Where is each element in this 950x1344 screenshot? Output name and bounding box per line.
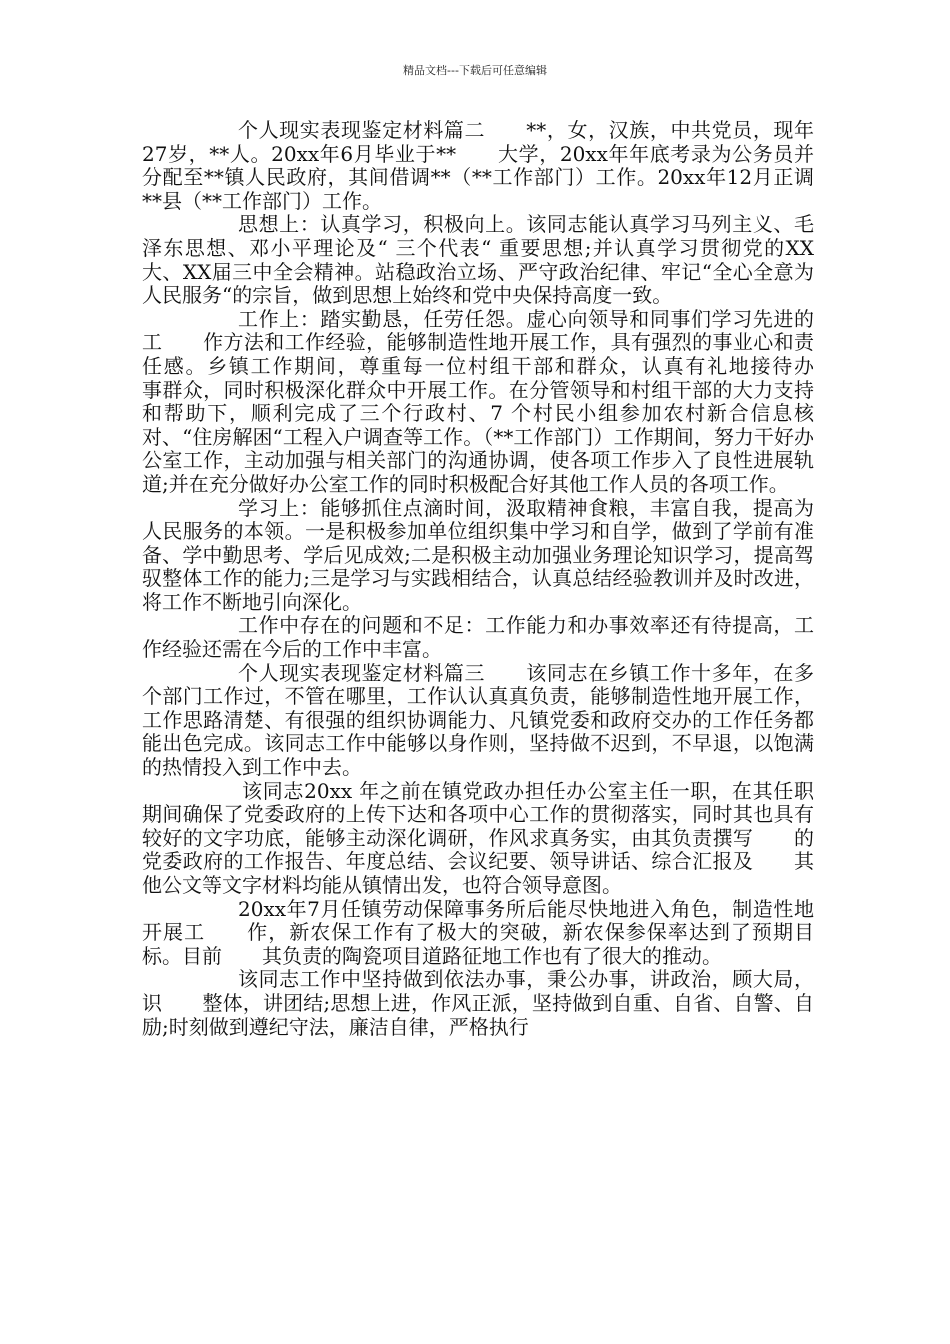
- paragraph: 工作中存在的问题和不足：工作能力和办事效率还有待提高，工作经验还需在今后的工作中丰富。: [142, 613, 814, 662]
- paragraph: 学习上：能够抓住点滴时间，汲取精神食粮，丰富自我，提高为人民服务的本领。一是积极参加单位组织集中学习和自学，做到了学前有准备、学中勤思考、学后见成效;二是积极主动加强业务理论知识学习，提高驾驭整体工作的能力;三是学习与实践相结合，认真总结经验教训并及时改进，将工作不断地引向深化。: [142, 495, 814, 614]
- paragraph: 个人现实表现鉴定材料篇二 **，女，汉族，中共党员，现年27岁，**人。20xx年6月毕业于** 大学，20xx年年底考录为公务员并分配至**镇人民政府，其间借调**（**工作部门）工作。20xx年12月正调**县（**工作部门）工作。: [142, 118, 814, 213]
- paragraph: 20xx年7月任镇劳动保障事务所后能尽快地进入角色，制造性地开展工 作，新农保工作有了极大的突破，新农保参保率达到了预期目标。目前 其负责的陶瓷项目道路征地工作也有了很大的推动。: [142, 896, 814, 968]
- document-body: [142, 118, 854, 1039]
- paragraph: 思想上：认真学习，积极向上。该同志能认真学习马列主义、毛泽东思想、邓小平理论及“ 三个代表“ 重要思想;并认真学习贯彻党的XX 大、XX届三中全会精神。站稳政治立场、严守政治纪律、牢记“全心全意为人民服务“的宗旨，做到思想上始终和党中央保持高度一致。: [142, 212, 814, 308]
- paragraph: 该同志20xx 年之前在镇党政办担任办公室主任一职，在其任职期间确保了党委政府的上传下达和各项中心工作的贯彻落实，同时其也具有较好的文字功底，能够主动深化调研，作风求真务实，由其负责撰写 的党委政府的工作报告、年度总结、会议纪要、领导讲话、综合汇报及 其他公文等文字材料均能从镇情出发，也符合领导意图。: [142, 778, 814, 897]
- paragraph: 工作上：踏实勤恳，任劳任怨。虚心向领导和同事们学习先进的工 作方法和工作经验，能够制造性地开展工作，具有强烈的事业心和责 任感。乡镇工作期间，尊重每一位村组干部和群众，认真有礼地接待办 事群众，同时积极深化群众中开展工作。在分管领导和村组干部的大力支持和帮助下，顺利完成了三个行政村、7 个村民小组参加农村新合信息核对、“住房解困“工程入户调查等工作。（**工作部门）工作期间，努力干好办公室工作，主动加强与相关部门的沟通协调，使各项工作步入了良性进展轨道;并在充分做好办公室工作的同时积极配合好其他工作人员的各项工作。: [142, 306, 854, 496]
- paragraph: 个人现实表现鉴定材料篇三 该同志在乡镇工作十多年，在多个部门工作过，不管在哪里，工作认认真真负责，能够制造性地开展工作，工作思路清楚、有很强的组织协调能力、凡镇党委和政府交办的工作任务都能出色完成。该同志工作中能够以身作则，坚持做不迟到，不早退，以饱满的热情投入到工作中去。: [142, 660, 814, 780]
- page-header: 精品文档---下载后可任意编辑: [403, 64, 547, 77]
- paragraph: 该同志工作中坚持做到依法办事，秉公办事，讲政治，顾大局，识 整体，讲团结;思想上进，作风正派，坚持做到自重、自省、自警、自 励;时刻做到遵纪守法，廉洁自律，严格执行: [142, 967, 854, 1039]
